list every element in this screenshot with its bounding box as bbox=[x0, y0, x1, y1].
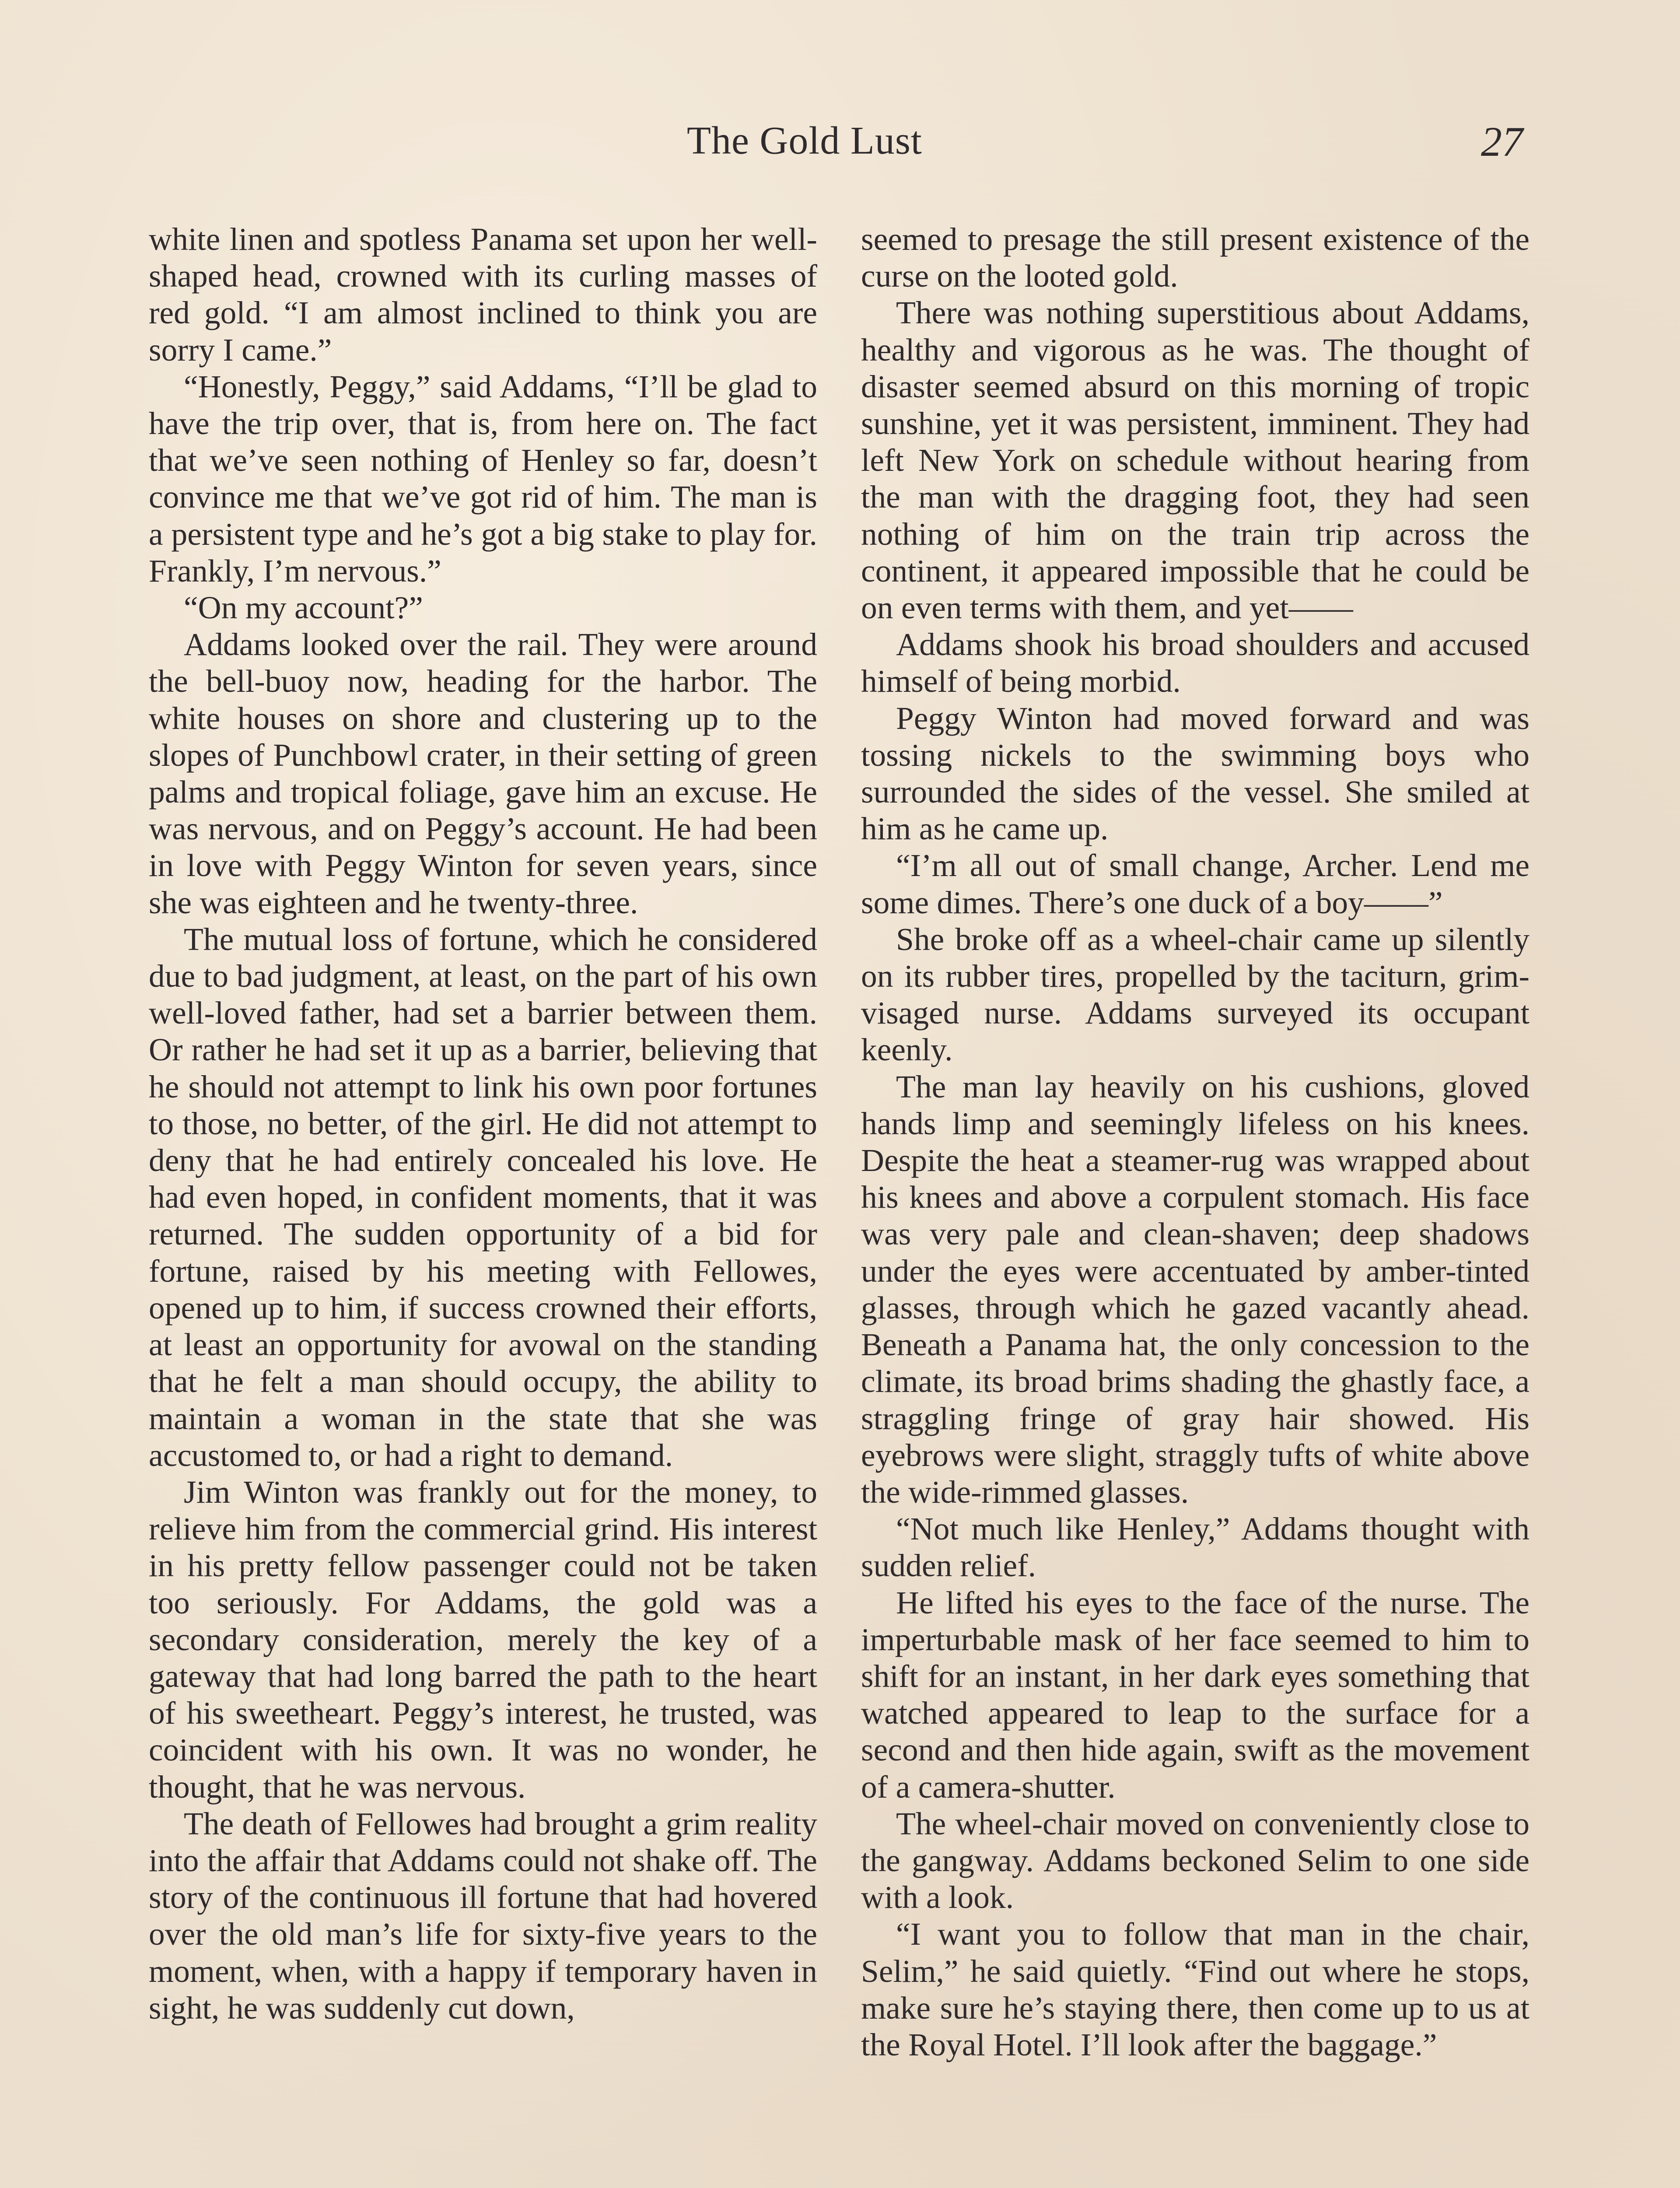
paragraph: He lifted his eyes to the face of the nurse. The imperturbable mask of her face seemed to him to shift for an instant, in her dark eyes something that watched appeared to leap to the surface for a second and then hide again, swift as the movement of a camera-shutter. bbox=[861, 1585, 1530, 1805]
right-column bbox=[861, 221, 1530, 2063]
paragraph: The mutual loss of fortune, which he considered due to bad judgment, at least, on the part of his own well-loved father, had set a barrier between them. Or rather he had set it up as a barrier, believing that he should not attempt to link his own poor fortunes to those, no better, of the girl. He did not attempt to deny that he had entirely concealed his love. He had even hoped, in confident moments, that it was returned. The sudden opportunity of a bid for fortune, raised by his meeting with Fellowes, opened up to him, if success crowned their efforts, at least an opportunity for avowal on the standing that he felt a man should occupy, the ability to maintain a woman in the state that she was accustomed to, or had a right to demand. bbox=[149, 921, 817, 1473]
paragraph: She broke off as a wheel-chair came up silently on its rubber tires, propelled by the taciturn, grim-visaged nurse. Addams surveyed its occupant keenly. bbox=[861, 921, 1530, 1068]
paragraph: “Honestly, Peggy,” said Addams, “I’ll be glad to have the trip over, that is, from here on. The fact that we’ve seen nothing of Henley so far, doesn’t convince me that we’ve got rid of him. The man is a persistent type and he’s got a big stake to play for. Frankly, I’m nervous.” bbox=[149, 368, 817, 589]
paragraph: “I’m all out of small change, Archer. Lend me some dimes. There’s one duck of a boy——” bbox=[861, 848, 1530, 920]
running-title: The Gold Lust bbox=[687, 119, 922, 162]
paragraph: Addams shook his broad shoulders and accused himself of being morbid. bbox=[861, 627, 1530, 699]
paragraph: Jim Winton was frankly out for the money, to relieve him from the commercial grind. His interest in his pretty fellow passenger could not be taken too seriously. For Addams, the gold was a secondary consideration, merely the key of a gateway that had long barred the path to the heart of his sweetheart. Peggy’s interest, he trusted, was coincident with his own. It was no wonder, he thought, that he was nervous. bbox=[149, 1474, 817, 1805]
paragraph: The wheel-chair moved on conveniently close to the gangway. Addams beckoned Selim to one side with a look. bbox=[861, 1806, 1530, 1915]
paragraph: white linen and spotless Panama set upon her well-shaped head, crowned with its curling masses of red gold. “I am almost inclined to think you are sorry I came.” bbox=[149, 221, 817, 368]
paragraph: “On my account?” bbox=[184, 590, 423, 626]
paragraph: Addams looked over the rail. They were around the bell-buoy now, heading for the harbor. The white houses on shore and clustering up to the slopes of Punchbowl crater, in their setting of green palms and tropical foliage, gave him an excuse. He was nervous, and on Peggy’s account. He had been in love with Peggy Winton for seven years, since she was eighteen and he twenty-three. bbox=[149, 627, 817, 920]
page-number: 27 bbox=[1481, 118, 1523, 165]
left-column bbox=[149, 221, 817, 2027]
paragraph: Peggy Winton had moved forward and was tossing nickels to the swimming boys who surrounded the sides of the vessel. She smiled at him as he came up. bbox=[861, 700, 1530, 847]
paragraph: seemed to presage the still present existence of the curse on the looted gold. bbox=[861, 221, 1530, 294]
paragraph: The death of Fellowes had brought a grim reality into the affair that Addams could not shake off. The story of the continuous ill fortune that had hovered over the old man’s life for sixty-five years to the moment, when, with a happy if temporary haven in sight, he was suddenly cut down, bbox=[149, 1806, 817, 2026]
paragraph: There was nothing superstitious about Addams, healthy and vigorous as he was. The thought of disaster seemed absurd on this morning of tropic sunshine, yet it was persistent, imminent. They had left New York on schedule without hearing from the man with the dragging foot, they had seen nothing of him on the train trip across the continent, it appeared impossible that he could be on even terms with them, and yet—— bbox=[861, 295, 1530, 626]
paragraph: “Not much like Henley,” Addams thought with sudden relief. bbox=[861, 1511, 1530, 1584]
paragraph: “I want you to follow that man in the chair, Selim,” he said quietly. “Find out where he stops, make sure he’s staying there, then come up to us at the Royal Hotel. I’ll look after the baggage.” bbox=[861, 1916, 1530, 2062]
paragraph: The man lay heavily on his cushions, gloved hands limp and seemingly lifeless on his knees. Despite the heat a steamer-rug was wrapped about his knees and above a corpulent stomach. His face was very pale and clean-shaven; deep shadows under the eyes were accentuated by amber-tinted glasses, through which he gazed vacantly ahead. Beneath a Panama hat, the only concession to the climate, its broad brims shading the ghastly face, a straggling fringe of gray hair showed. His eyebrows were slight, straggly tufts of white above the wide-rimmed glasses. bbox=[861, 1069, 1530, 1510]
